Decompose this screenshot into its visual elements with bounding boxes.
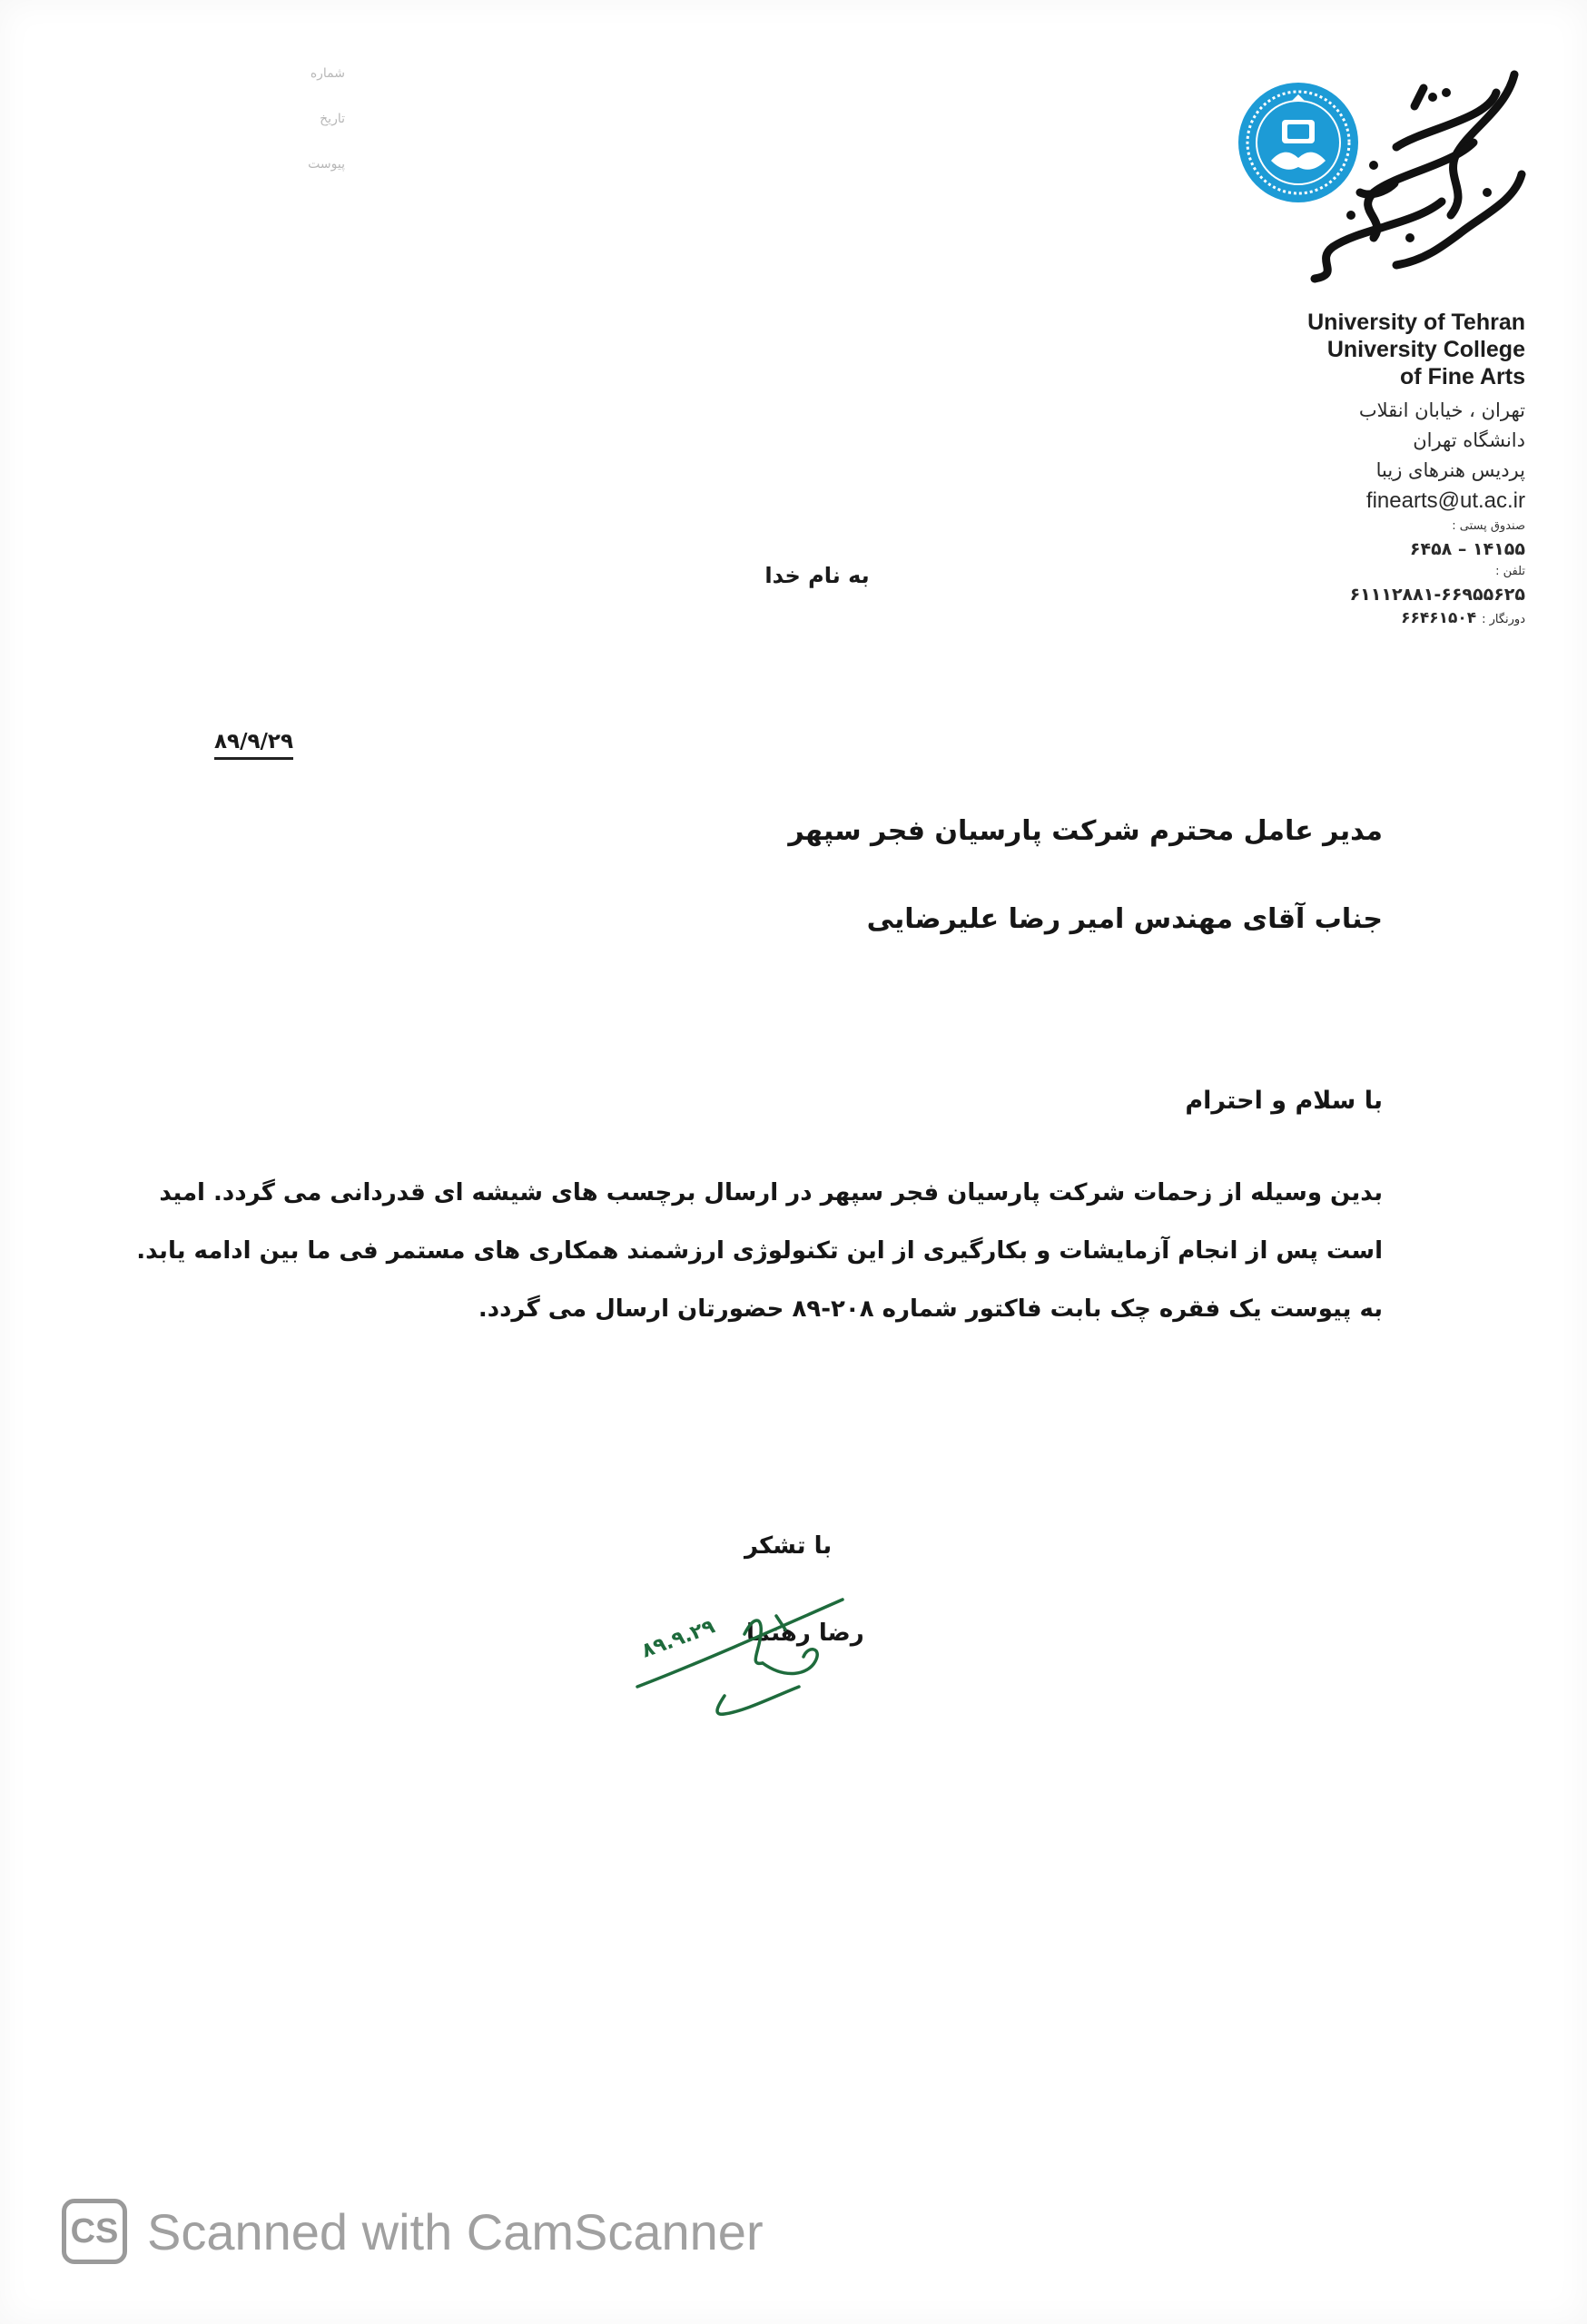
bismillah-heading: به نام خدا [764,563,870,588]
fax-line [1350,607,1525,631]
phone-label: تلفن : [1495,565,1525,578]
number-label: شماره [310,66,345,81]
university-en-line-2: University College [1326,337,1525,362]
university-en-line-1: University of Tehran [1307,310,1525,335]
calligraphy-title-logo [1287,56,1542,283]
camscanner-watermark [62,2195,764,2268]
address-line-1: تهران ، خیابان انقلاب [1358,399,1525,421]
camscanner-label: Scanned with CamScanner [147,2202,764,2260]
greeting: با سلام و احترام [1185,1087,1383,1115]
university-name-english [1307,309,1525,390]
fax-number: ۶۶۴۶۱۵۰۴ [1401,609,1477,627]
address-line-3: پردیس هنرهای زیبا [1375,459,1525,481]
letter-body [136,1164,1383,1338]
date-label: تاریخ [320,112,345,126]
body-line-2: است پس از انجام آزمایشات و بکارگیری از این تکنولوژی ارزشمند همکاری های مستمر فی ما بین ادامه یابد. [136,1237,1383,1265]
closing: با تشکر [744,1532,833,1560]
attachment-label: پیوست [308,157,345,172]
reference-fields [272,56,345,192]
university-en-line-3: of Fine Arts [1400,364,1525,389]
letterhead-address [1350,396,1525,631]
body-line-3: به پیوست یک فقره چک بابت فاکتور شماره ۲۰۸-۸۹ حضورتان ارسال می گردد. [478,1295,1383,1323]
signature-date: ۸۹.۹.۲۹ [638,1615,718,1663]
signer-name: رضا رهنما [746,1620,864,1647]
email-address: finearts@ut.ac.ir [1365,488,1525,513]
po-box-number: ۱۴۱۵۵ – ۶۴۵۸ [1409,539,1525,559]
recipient-title: مدیر عامل محترم شرکت پارسیان فجر سپهر [788,815,1383,847]
phone-number: ۶۱۱۱۲۸۸۱-۶۶۹۵۵۶۲۵ [1349,585,1525,605]
address-line-2: دانشگاه تهران [1413,429,1525,451]
letter-date: ۸۹/۹/۲۹ [214,730,293,760]
body-line-1: بدین وسیله از زحمات شرکت پارسیان فجر سپهر در ارسال برچسب های شیشه ای قدردانی می گردد. امید [159,1179,1383,1206]
recipient-name: جناب آقای مهندس امیر رضا علیرضایی [866,903,1383,935]
fax-label: دورنگار : [1482,613,1525,626]
camscanner-logo-icon: CS [62,2199,127,2264]
handwritten-signature [626,1580,881,1716]
po-box-label: صندوق پستی : [1452,519,1525,533]
